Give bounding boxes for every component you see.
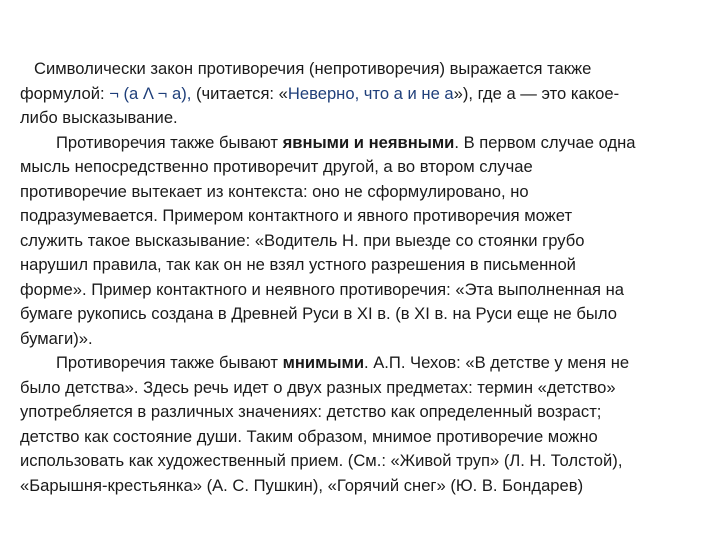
p2-line-3 [20, 180, 700, 205]
p2-text-8: бумаге рукопись создана в Древней Руси в XI в. (в XI в. на Руси еще не было [20, 304, 617, 323]
p2-text-9: бумаги)». [20, 328, 93, 348]
p2-text-5: служить такое высказывание: «Водитель Н. при выезде со стоянки грубо [20, 230, 585, 250]
p3-line-5 [20, 449, 700, 474]
p3-line-1 [20, 351, 700, 376]
p3-line-2 [20, 376, 700, 401]
p2-text-6: нарушил правила, так как он не взял устного разрешения в письменной [20, 255, 576, 274]
p3-text-5: использовать как художественный прием. (См.: «Живой труп» (Л. Н. Толстой), [20, 451, 623, 470]
p2-intro: Противоречия также бывают [56, 132, 283, 152]
p3-text-2: было детства». Здесь речь идет о двух разных предметах: термин «детство» [20, 377, 616, 397]
p3-intro: Противоречия также бывают [56, 353, 283, 372]
p2-line-6 [20, 253, 700, 278]
p1-line-3 [20, 106, 700, 131]
p2-line-7 [20, 278, 700, 303]
p1-text: Символически закон противоречия (непротиворечия) выражается также [34, 59, 592, 78]
p3-line-4 [20, 425, 700, 450]
p2-line-1 [20, 131, 700, 156]
p1-line-1 [20, 57, 700, 82]
p3-text-3: употребляется в различных значениях: детство как определенный возраст; [20, 402, 602, 421]
p2-line-4 [20, 204, 700, 229]
p1-text-end: либо высказывание. [20, 108, 178, 127]
p3-intro-end: . А.П. Чехов: «В детстве у меня не [364, 353, 630, 372]
p1-where-clause: »), где а — это какое- [453, 83, 620, 103]
p2-line-5 [20, 229, 700, 254]
p1-line-2 [20, 82, 700, 107]
p2-line-2 [20, 155, 700, 180]
p2-term: явными и неявными [282, 132, 455, 152]
p3-text-6: «Барышня-крестьянка» (А. С. Пушкин), «Горячий снег» (Ю. В. Бондарев) [20, 475, 584, 495]
p2-line-8 [20, 302, 700, 327]
p2-text-4: подразумевается. Примером контактного и явного противоречия может [20, 206, 573, 225]
p1-formula: ¬ (a Λ ¬ a), [109, 83, 192, 103]
p1-formula-intro: формулой: [20, 83, 110, 103]
p2-text-3: противоречие вытекает из контекста: оно не сформулировано, но [20, 181, 529, 201]
p3-line-3 [20, 400, 700, 425]
p2-text-7: форме». Пример контактного и неявного противоречия: «Эта выполненная на [20, 279, 624, 299]
p1-reads-as: (читается: « [191, 83, 288, 103]
p2-line-9 [20, 327, 700, 352]
p3-line-6 [20, 474, 700, 499]
p2-text-2: мысль непосредственно противоречит другой, а во втором случае [20, 157, 533, 176]
p3-text-4: детство как состояние души. Таким образом, мнимое противоречие можно [20, 426, 598, 446]
p1-formula-reading: Неверно, что а и не а [287, 83, 454, 103]
body-text [20, 57, 700, 498]
p2-intro-end: . В первом случае одна [454, 132, 636, 152]
p3-term: мнимыми [282, 353, 365, 372]
